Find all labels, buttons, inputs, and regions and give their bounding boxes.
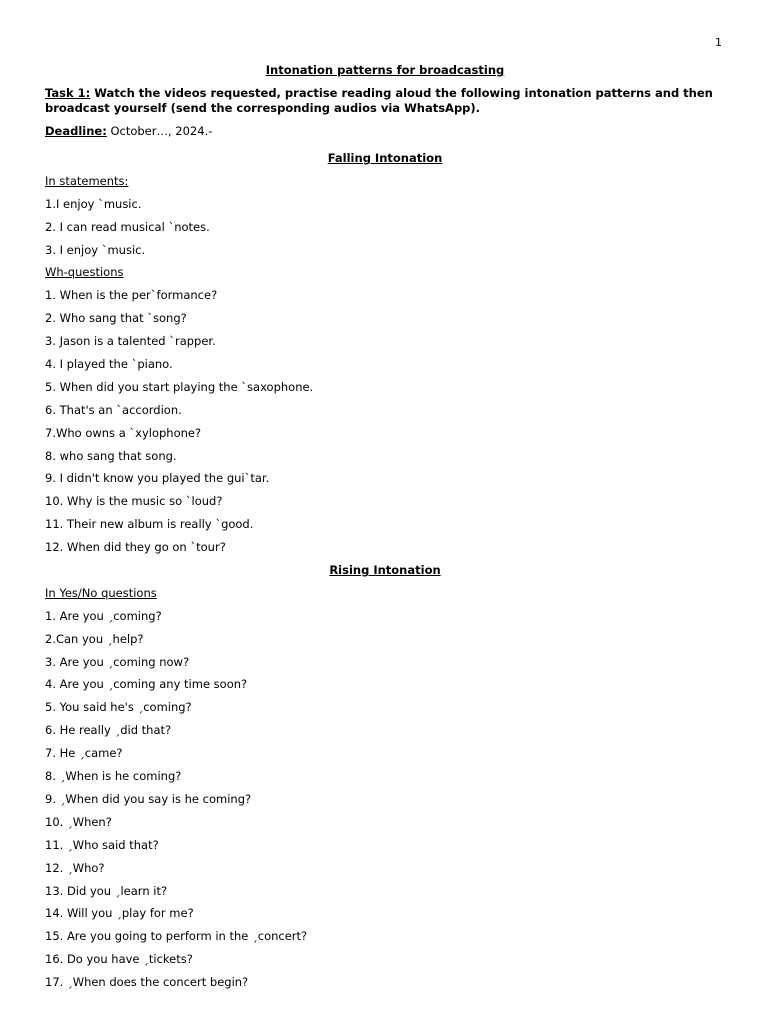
yes-no-questions-list: [45, 605, 725, 994]
list-item: 1. Are you ˏcoming?: [45, 608, 162, 623]
page-number: 1: [715, 36, 722, 49]
wh-questions-list: [45, 284, 725, 559]
deadline-label: Deadline:: [45, 124, 107, 138]
list-item: 3. Jason is a talented `rapper.: [45, 334, 216, 349]
list-item: 11. ˏWho said that?: [45, 837, 159, 852]
list-item: 3. Are you ˏcoming now?: [45, 654, 190, 669]
list-item: 8. ˏWhen is he coming?: [45, 769, 182, 784]
falling-intonation-heading: Falling Intonation: [327, 151, 443, 165]
list-item: 4. I played the `piano.: [45, 357, 173, 372]
list-item: 2. Who sang that `song?: [45, 311, 187, 326]
deadline-paragraph: [45, 124, 725, 139]
list-item: 10. ˏWhen?: [45, 814, 112, 829]
deadline-value: October…, 2024.-: [106, 124, 213, 138]
list-item: 6. He really ˏdid that?: [45, 723, 172, 738]
list-item: 7.Who owns a `xylophone?: [45, 425, 202, 440]
task-label: Task 1:: [45, 86, 91, 100]
list-item: 3. I enjoy `music.: [45, 242, 146, 257]
document-title: Intonation patterns for broadcasting: [265, 63, 505, 77]
list-item: 16. Do you have ˏtickets?: [45, 952, 193, 967]
rising-intonation-heading: Rising Intonation: [329, 563, 441, 578]
statements-list: [45, 193, 725, 262]
statements-heading: In statements:: [45, 173, 129, 188]
list-item: 8. who sang that song.: [45, 448, 177, 463]
list-item: 17. ˏWhen does the concert begin?: [45, 975, 249, 990]
list-item: 1.I enjoy `music.: [45, 196, 142, 211]
yes-no-questions-heading: In Yes/No questions: [45, 585, 157, 600]
list-item: 5. When did you start playing the `saxophone.: [45, 379, 314, 394]
task-text: Watch the videos requested, practise reading aloud the following intonation patterns and then broadcast yourself (send the corresponding audios via WhatsApp).: [45, 86, 713, 115]
list-item: 12. ˏWho?: [45, 860, 105, 875]
list-item: 6. That's an `accordion.: [45, 402, 182, 417]
document-body: [45, 62, 725, 994]
list-item: 14. Will you ˏplay for me?: [45, 906, 194, 921]
list-item: 4. Are you ˏcoming any time soon?: [45, 677, 248, 692]
list-item: 5. You said he's ˏcoming?: [45, 700, 192, 715]
list-item: 13. Did you ˏlearn it?: [45, 883, 168, 898]
list-item: 10. Why is the music so `loud?: [45, 494, 223, 509]
list-item: 15. Are you going to perform in the ˏconcert?: [45, 929, 308, 944]
list-item: 9. I didn't know you played the gui`tar.: [45, 471, 270, 486]
list-item: 12. When did they go on `tour?: [45, 540, 226, 555]
list-item: 11. Their new album is really `good.: [45, 517, 254, 532]
wh-questions-heading: Wh-questions: [45, 265, 124, 280]
list-item: 1. When is the per`formance?: [45, 288, 218, 303]
list-item: 7. He ˏcame?: [45, 746, 123, 761]
task-paragraph: [45, 86, 725, 116]
list-item: 2.Can you ˏhelp?: [45, 631, 144, 646]
list-item: 2. I can read musical `notes.: [45, 219, 210, 234]
list-item: 9. ˏWhen did you say is he coming?: [45, 791, 252, 806]
